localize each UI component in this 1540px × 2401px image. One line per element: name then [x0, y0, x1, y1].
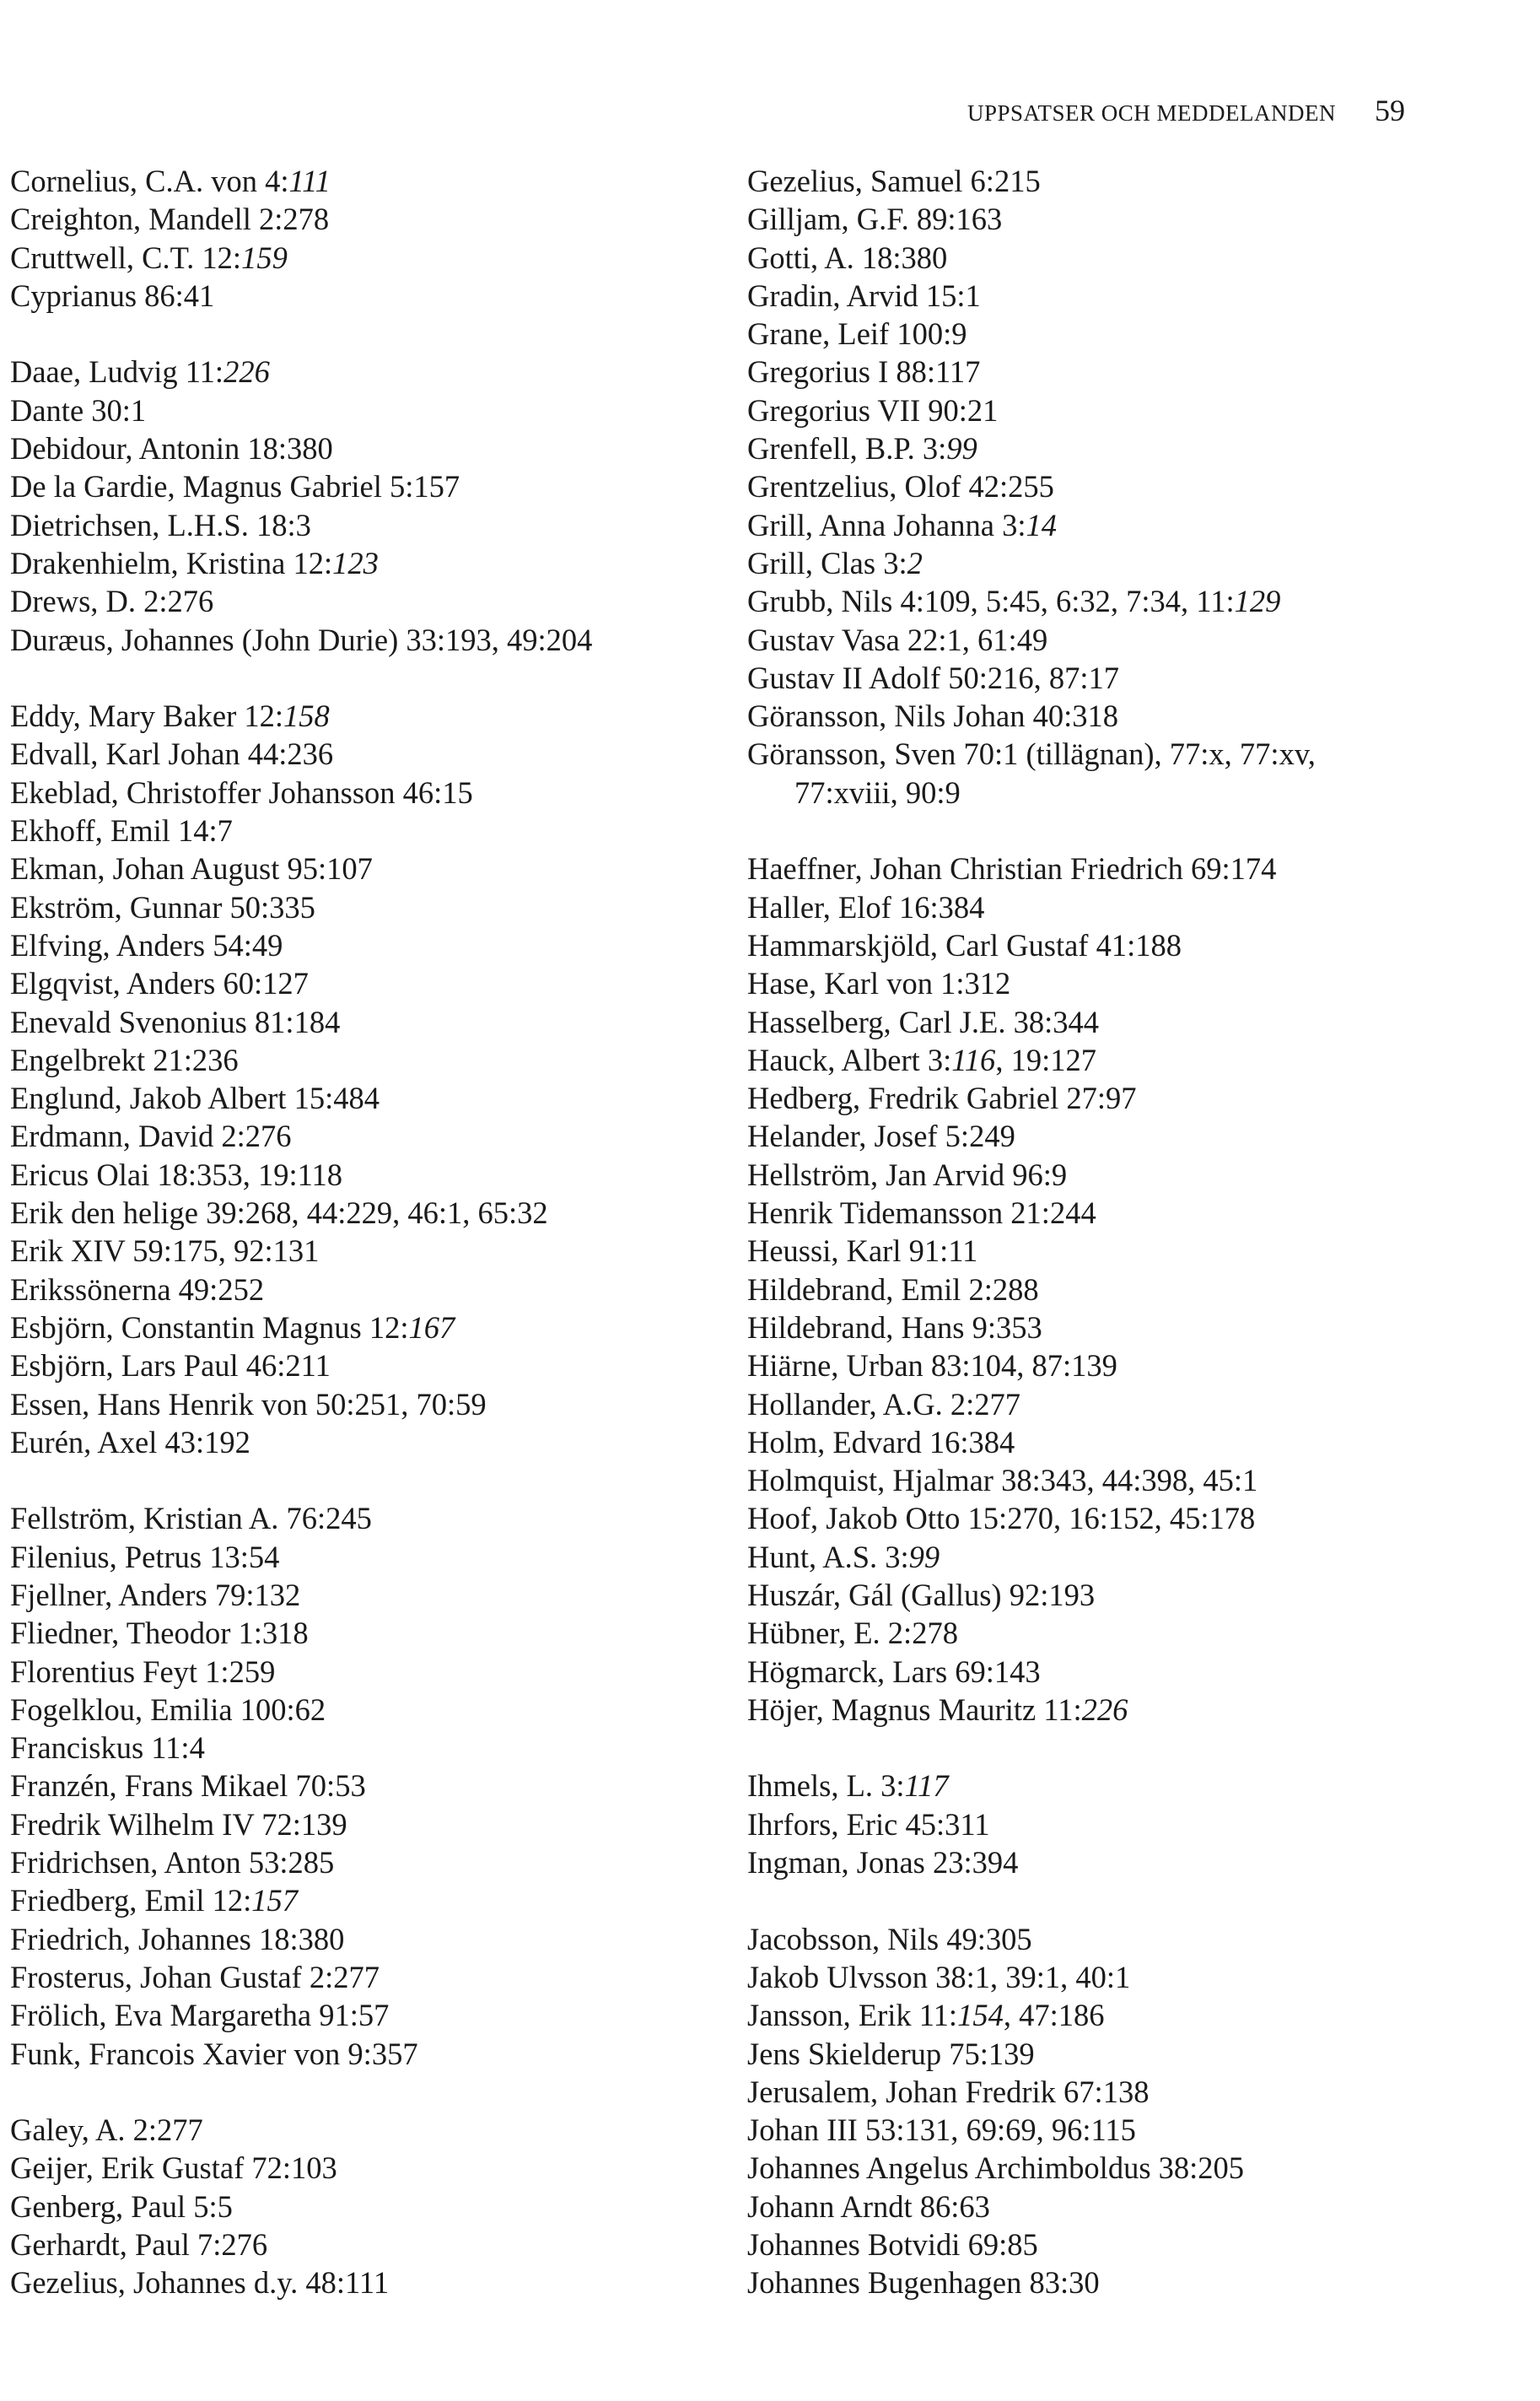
italic-reference: 111: [288, 164, 331, 198]
index-entry: [747, 277, 1506, 315]
index-entry: [747, 1423, 1506, 1461]
entry-text: Gerhardt, Paul 7:276: [10, 2227, 268, 2263]
index-entry: [10, 964, 719, 1002]
entry-text: Galey, A. 2:277: [10, 2112, 203, 2148]
entry-text: Johan III 53:131, 69:69, 96:115: [747, 2112, 1136, 2148]
index-entry: [747, 2226, 1506, 2263]
entry-text: Gustav II Adolf 50:216, 87:17: [747, 660, 1120, 695]
entry-text: Holm, Edvard 16:384: [747, 1424, 1015, 1459]
index-entry: [747, 1614, 1506, 1652]
entry-text: Johannes Botvidi 69:85: [747, 2227, 1038, 2263]
entry-text: Holmquist, Hjalmar 38:343, 44:398, 45:1: [747, 1463, 1258, 1498]
index-entry: [10, 1576, 719, 1614]
index-entry: [747, 1041, 1506, 1079]
entry-text: Gezelius, Johannes d.y. 48:111: [10, 2265, 390, 2301]
entry-text: Gilljam, G.F. 89:163: [747, 202, 1003, 237]
entry-text: Jerusalem, Johan Fredrik 67:138: [747, 2074, 1150, 2109]
entry-text: Edvall, Karl Johan 44:236: [10, 736, 334, 772]
entry-text: Genberg, Paul 5:5: [10, 2188, 233, 2224]
entry-text: Dante 30:1: [10, 392, 147, 428]
entry-text: Fellström, Kristian A. 76:245: [10, 1501, 372, 1536]
entry-text: Drews, D. 2:276: [10, 584, 214, 619]
entry-text: Grill, Clas 3:: [747, 545, 907, 580]
index-entry: [10, 1653, 719, 1691]
entry-text: Henrik Tidemansson 21:244: [747, 1195, 1096, 1231]
entry-text: Högmarck, Lars 69:143: [747, 1654, 1041, 1689]
entry-text: Hasselberg, Carl J.E. 38:344: [747, 1004, 1099, 1039]
entry-text: Gustav Vasa 22:1, 61:49: [747, 622, 1048, 657]
index-entry: [747, 1271, 1506, 1308]
index-entry: [747, 2073, 1506, 2111]
index-entry: [10, 1920, 719, 1958]
entry-text: Jacobsson, Nils 49:305: [747, 1921, 1032, 1956]
entry-text: Daae, Ludvig 11:: [10, 354, 224, 390]
entry-text: Gregorius I 88:117: [747, 354, 981, 390]
section-gap: [10, 2073, 719, 2111]
entry-text: Hauck, Albert 3:: [747, 1042, 952, 1077]
entry-text: Elfving, Anders 54:49: [10, 927, 283, 963]
index-entry: [747, 964, 1506, 1002]
index-entry: [747, 1996, 1506, 2034]
italic-reference: 129: [1234, 584, 1281, 619]
entry-text: Engelbrekt 21:236: [10, 1042, 239, 1077]
index-entry: [747, 621, 1506, 659]
entry-text: Cyprianus 86:41: [10, 278, 215, 313]
index-entry: [747, 1385, 1506, 1423]
entry-text: Hellström, Jan Arvid 96:9: [747, 1157, 1068, 1192]
italic-reference: 226: [223, 354, 270, 390]
entry-text: Haeffner, Johan Christian Friedrich 69:174: [747, 851, 1277, 887]
index-entry: [747, 467, 1506, 505]
index-entry: [747, 1767, 1506, 1805]
index-column-left: [10, 162, 719, 2302]
entry-text: , 19:127: [995, 1042, 1096, 1077]
italic-reference: 159: [241, 240, 288, 275]
index-entry: [10, 1271, 719, 1308]
index-entry: [747, 1499, 1506, 1537]
index-entry: [747, 1308, 1506, 1346]
index-entry: [747, 2149, 1506, 2187]
italic-reference: 99: [946, 431, 977, 467]
entry-text: Erik XIV 59:175, 92:131: [10, 1233, 320, 1269]
index-entry: [10, 391, 719, 429]
index-entry: [10, 1308, 719, 1346]
index-entry: [747, 1461, 1506, 1499]
index-entry: [747, 506, 1506, 544]
entry-text: Hübner, E. 2:278: [747, 1616, 958, 1651]
index-entry: [10, 1423, 719, 1461]
entry-text: Dietrichsen, L.H.S. 18:3: [10, 507, 311, 542]
entry-text: Johannes Bugenhagen 83:30: [747, 2265, 1100, 2301]
entry-text: Höjer, Magnus Mauritz 11:: [747, 1691, 1082, 1727]
entry-text: Ihrfors, Eric 45:311: [747, 1806, 990, 1842]
page-number: 59: [1375, 94, 1405, 127]
section-gap: [747, 812, 1506, 850]
index-entry: [10, 2111, 719, 2149]
entry-text: Hammarskjöld, Carl Gustaf 41:188: [747, 927, 1182, 963]
entry-text: Ekman, Johan August 95:107: [10, 851, 373, 887]
italic-reference: 123: [332, 545, 379, 580]
index-entry: [10, 1346, 719, 1384]
index-entry: [10, 926, 719, 964]
entry-text: De la Gardie, Magnus Gabriel 5:157: [10, 469, 460, 504]
entry-text: Debidour, Antonin 18:380: [10, 431, 333, 467]
index-entry: [10, 429, 719, 467]
italic-reference: 226: [1081, 1691, 1128, 1727]
entry-text: Jakob Ulvsson 38:1, 39:1, 40:1: [747, 1959, 1131, 1994]
entry-text: Frölich, Eva Margaretha 91:57: [10, 1998, 390, 2033]
entry-text: Friedrich, Johannes 18:380: [10, 1921, 345, 1956]
index-entry: [10, 2149, 719, 2187]
entry-text: Esbjörn, Constantin Magnus 12:: [10, 1309, 409, 1345]
index-entry: [747, 697, 1506, 735]
index-entry: [10, 1117, 719, 1155]
entry-text: Jens Skielderup 75:139: [747, 2036, 1035, 2071]
entry-text: Drakenhielm, Kristina 12:: [10, 545, 333, 580]
entry-text: Gotti, A. 18:380: [747, 240, 948, 275]
entry-text: Erdmann, David 2:276: [10, 1119, 292, 1154]
index-entry: [747, 239, 1506, 277]
entry-text: Grubb, Nils 4:109, 5:45, 6:32, 7:34, 11:: [747, 584, 1235, 619]
entry-text: Johannes Angelus Archimboldus 38:205: [747, 2150, 1245, 2186]
index-entry: [10, 1194, 719, 1232]
index-entry: [10, 1003, 719, 1041]
entry-text: Erikssönerna 49:252: [10, 1271, 265, 1307]
index-entry: [10, 277, 719, 315]
index-entry: [10, 1996, 719, 2034]
index-entry: [747, 162, 1506, 200]
index-entry: [747, 1156, 1506, 1194]
index-entry: [10, 162, 719, 200]
entry-text: Grill, Anna Johanna 3:: [747, 507, 1026, 542]
entry-text: Fliedner, Theodor 1:318: [10, 1616, 309, 1651]
italic-reference: 154: [957, 1998, 1004, 2033]
entry-text: Hunt, A.S. 3:: [747, 1539, 909, 1574]
index-entry: [747, 659, 1506, 697]
entry-text: 77:xviii, 90:9: [794, 774, 961, 810]
entry-text: Huszár, Gál (Gallus) 92:193: [747, 1577, 1096, 1612]
italic-reference: 117: [904, 1768, 949, 1804]
section-gap: [747, 1729, 1506, 1767]
index-entry: [747, 1691, 1506, 1729]
index-entry: [10, 200, 719, 238]
index-entry: [10, 735, 719, 773]
entry-text: , 47:186: [1003, 1998, 1105, 2033]
entry-text: Eddy, Mary Baker 12:: [10, 699, 284, 734]
index-entry: [10, 850, 719, 888]
index-entry: [747, 1079, 1506, 1117]
entry-text: Fridrichsen, Anton 53:285: [10, 1845, 335, 1880]
index-entry: [10, 812, 719, 850]
entry-text: Hedberg, Fredrik Gabriel 27:97: [747, 1081, 1137, 1116]
index-entry: [10, 1614, 719, 1652]
index-entry: [747, 1003, 1506, 1041]
index-entry: [747, 1576, 1506, 1614]
italic-reference: 116: [951, 1042, 996, 1077]
entry-text: Franzén, Frans Mikael 70:53: [10, 1768, 366, 1804]
index-entry: [10, 1499, 719, 1537]
index-entry: [747, 2263, 1506, 2301]
entry-text: Hildebrand, Hans 9:353: [747, 1309, 1042, 1345]
page-header: [967, 93, 1405, 128]
index-entry: [10, 1958, 719, 1996]
entry-text: Grentzelius, Olof 42:255: [747, 469, 1054, 504]
entry-text: Friedberg, Emil 12:: [10, 1883, 252, 1918]
index-entry: [10, 1538, 719, 1576]
index-entry: [10, 467, 719, 505]
entry-text: Geijer, Erik Gustaf 72:103: [10, 2150, 337, 2186]
entry-text: Gregorius VII 90:21: [747, 392, 999, 428]
entry-text: Hiärne, Urban 83:104, 87:139: [747, 1348, 1117, 1384]
running-title: UPPSATSER OCH MEDDELANDEN: [967, 100, 1336, 126]
entry-text: Jansson, Erik 11:: [747, 1998, 958, 2033]
entry-text: Franciskus 11:4: [10, 1730, 205, 1766]
index-entry: [10, 1805, 719, 1843]
index-column-right: [747, 162, 1506, 2302]
index-entry: [747, 391, 1506, 429]
index-entry: [747, 1538, 1506, 1576]
index-entry: [747, 544, 1506, 582]
index-entry: [747, 2188, 1506, 2226]
index-entry: [10, 888, 719, 926]
index-entry: [747, 353, 1506, 391]
entry-text: Hoof, Jakob Otto 15:270, 16:152, 45:178: [747, 1501, 1256, 1536]
index-entry: [10, 353, 719, 391]
entry-text: Esbjörn, Lars Paul 46:211: [10, 1348, 331, 1384]
entry-text: Essen, Hans Henrik von 50:251, 70:59: [10, 1386, 487, 1422]
index-entry: [10, 621, 719, 659]
entry-text: Enevald Svenonius 81:184: [10, 1004, 341, 1039]
index-entry: [10, 544, 719, 582]
entry-text: Ingman, Jonas 23:394: [747, 1845, 1019, 1880]
entry-text: Ericus Olai 18:353, 19:118: [10, 1157, 343, 1192]
italic-reference: 99: [908, 1539, 940, 1574]
entry-text: Ekhoff, Emil 14:7: [10, 813, 233, 849]
entry-text: Grane, Leif 100:9: [747, 316, 967, 352]
entry-text: Cruttwell, C.T. 12:: [10, 240, 242, 275]
section-gap: [747, 1881, 1506, 1919]
italic-reference: 2: [907, 545, 923, 580]
index-entry: [10, 2188, 719, 2226]
section-gap: [10, 659, 719, 697]
index-entry: [747, 1958, 1506, 1996]
index-entry: [10, 1691, 719, 1729]
index-entry: [10, 1881, 719, 1919]
index-entry: [747, 315, 1506, 353]
entry-text: Grenfell, B.P. 3:: [747, 431, 947, 467]
entry-text: Helander, Josef 5:249: [747, 1119, 1015, 1154]
entry-text: Filenius, Petrus 13:54: [10, 1539, 280, 1574]
index-entry: [10, 1156, 719, 1194]
index-entry: [747, 1805, 1506, 1843]
index-entry: [10, 1729, 719, 1767]
index-entry: [747, 429, 1506, 467]
entry-text: Gezelius, Samuel 6:215: [747, 164, 1041, 198]
index-entry: [747, 1843, 1506, 1881]
index-entry: [10, 582, 719, 620]
entry-text: Ekeblad, Christoffer Johansson 46:15: [10, 774, 473, 810]
entry-text: Gradin, Arvid 15:1: [747, 278, 981, 313]
italic-reference: 157: [251, 1883, 298, 1918]
index-entry: [747, 1194, 1506, 1232]
entry-text: Florentius Feyt 1:259: [10, 1654, 276, 1689]
index-entry: [747, 888, 1506, 926]
entry-text: Duræus, Johannes (John Durie) 33:193, 49:204: [10, 622, 593, 657]
index-entry: [747, 2035, 1506, 2073]
entry-text: Johann Arndt 86:63: [747, 2188, 990, 2224]
index-entry: [10, 1843, 719, 1881]
entry-text: Eurén, Axel 43:192: [10, 1424, 250, 1459]
section-gap: [10, 315, 719, 353]
index-entry: [747, 850, 1506, 888]
index-entry: [10, 1079, 719, 1117]
entry-text: Göransson, Sven 70:1 (tillägnan), 77:x, 77:xv,: [747, 736, 1316, 772]
entry-text: Heussi, Karl 91:11: [747, 1233, 978, 1269]
index-entry: [10, 697, 719, 735]
entry-text: Funk, Francois Xavier von 9:357: [10, 2036, 418, 2071]
italic-reference: 167: [408, 1309, 455, 1345]
index-entry: [747, 926, 1506, 964]
index-entry: [10, 506, 719, 544]
index-entry: [10, 2263, 719, 2301]
index-entry: [10, 1041, 719, 1079]
index-entry: [747, 582, 1506, 620]
entry-text: Fogelklou, Emilia 100:62: [10, 1691, 326, 1727]
entry-text: Ekström, Gunnar 50:335: [10, 889, 315, 925]
italic-reference: 158: [283, 699, 330, 734]
entry-text: Haller, Elof 16:384: [747, 889, 985, 925]
index-entry: [10, 1767, 719, 1805]
entry-text: Erik den helige 39:268, 44:229, 46:1, 65:32: [10, 1195, 548, 1231]
index-entry: [10, 2035, 719, 2073]
entry-text: Göransson, Nils Johan 40:318: [747, 699, 1119, 734]
entry-text: Ihmels, L. 3:: [747, 1768, 905, 1804]
italic-reference: 14: [1026, 507, 1057, 542]
index-entry: [747, 1346, 1506, 1384]
entry-text: Hase, Karl von 1:312: [747, 966, 1011, 1001]
index-entry: [10, 1385, 719, 1423]
entry-text: Elgqvist, Anders 60:127: [10, 966, 309, 1001]
index-entry-continuation: [747, 774, 1506, 812]
index-entry: [10, 774, 719, 812]
index-entry: [10, 239, 719, 277]
entry-text: Fjellner, Anders 79:132: [10, 1577, 301, 1612]
index-entry: [747, 1232, 1506, 1270]
entry-text: Creighton, Mandell 2:278: [10, 202, 330, 237]
index-entry: [747, 735, 1506, 773]
index-entry: [747, 2111, 1506, 2149]
section-gap: [10, 1461, 719, 1499]
index-entry: [747, 200, 1506, 238]
entry-text: Hildebrand, Emil 2:288: [747, 1271, 1039, 1307]
entry-text: Englund, Jakob Albert 15:484: [10, 1081, 380, 1116]
index-entry: [10, 2226, 719, 2263]
index-entry: [747, 1117, 1506, 1155]
entry-text: Hollander, A.G. 2:277: [747, 1386, 1020, 1422]
index-entry: [747, 1653, 1506, 1691]
index-entry: [747, 1920, 1506, 1958]
index-entry: [10, 1232, 719, 1270]
entry-text: Fredrik Wilhelm IV 72:139: [10, 1806, 347, 1842]
entry-text: Cornelius, C.A. von 4:: [10, 164, 289, 198]
entry-text: Frosterus, Johan Gustaf 2:277: [10, 1959, 380, 1994]
